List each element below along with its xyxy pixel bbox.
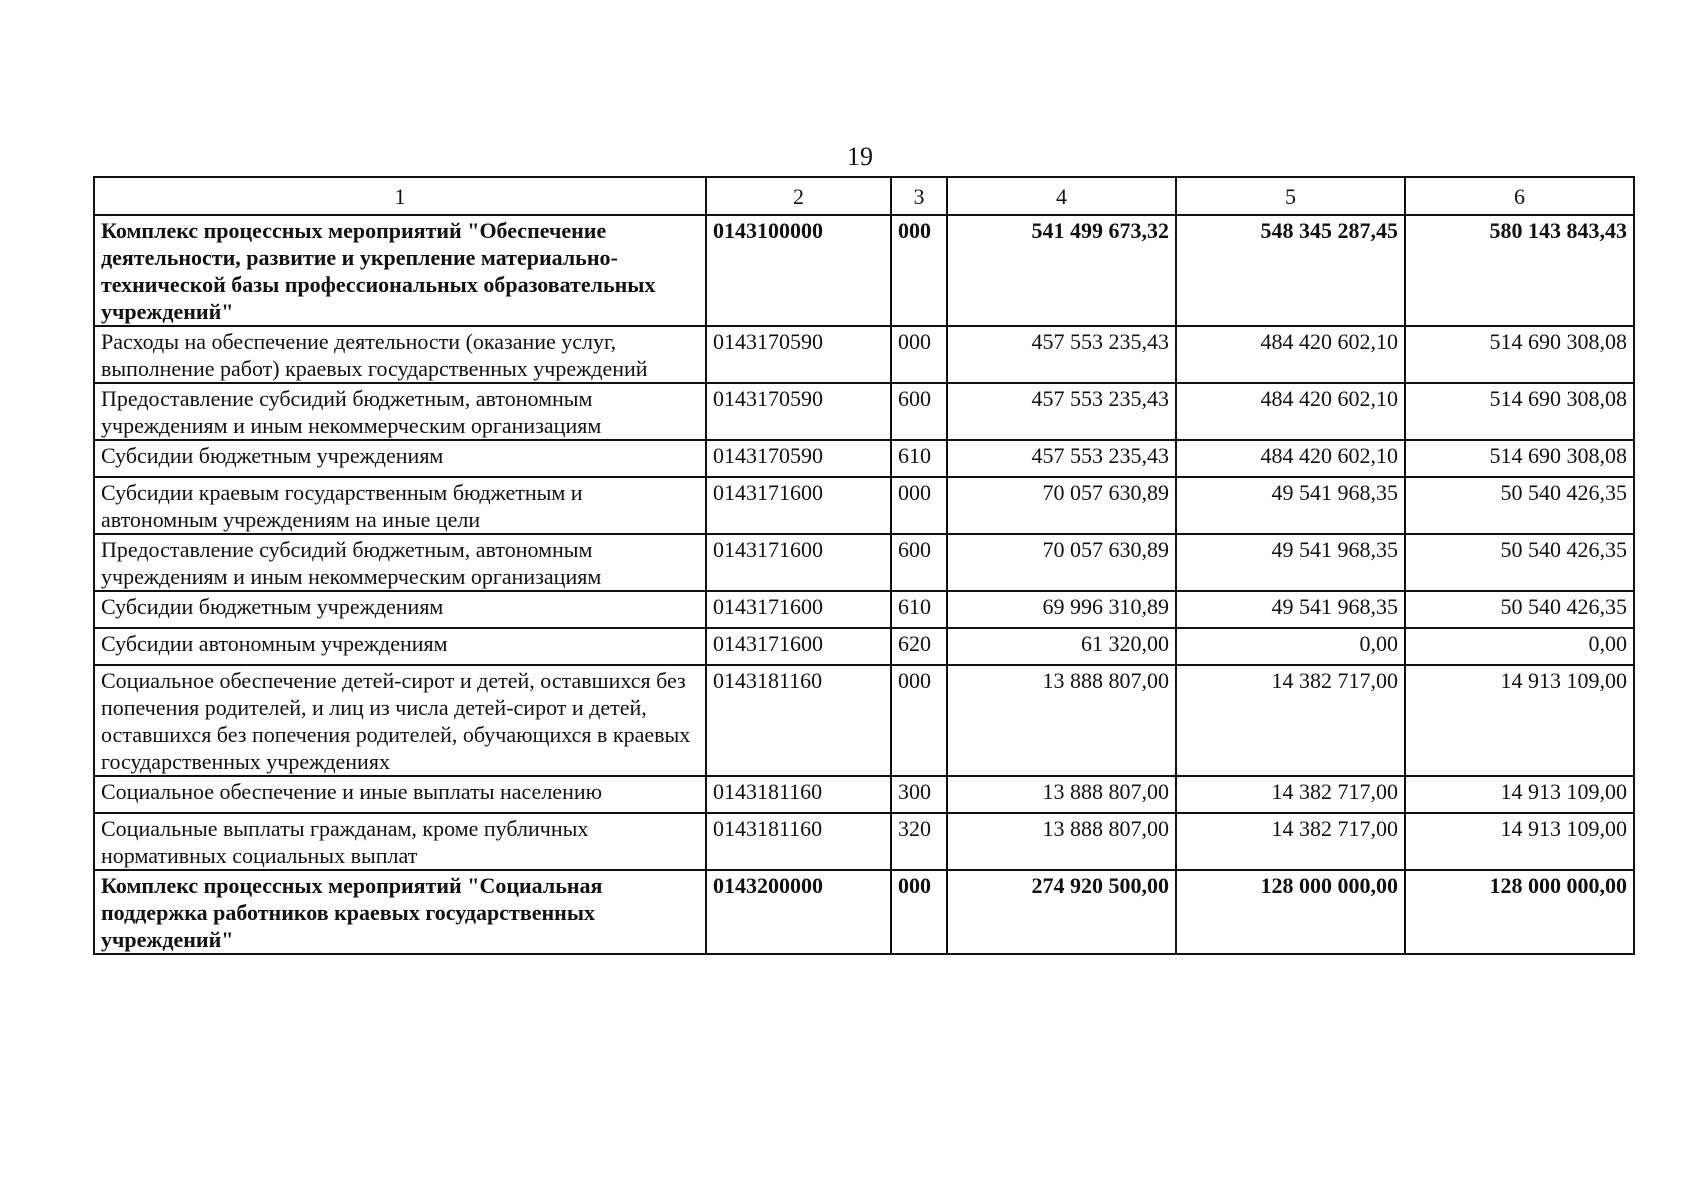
page-number: 19 <box>847 142 873 171</box>
row-value-col6: 580 143 843,43 <box>1405 215 1634 326</box>
row-code: 0143181160 <box>706 776 891 813</box>
row-value-col5: 128 000 000,00 <box>1176 870 1405 954</box>
row-value-col5: 484 420 602,10 <box>1176 440 1405 477</box>
table-row <box>94 665 1634 776</box>
table-row <box>94 383 1634 440</box>
column-header: 2 <box>706 177 891 215</box>
row-value-col5: 14 382 717,00 <box>1176 813 1405 870</box>
row-type: 000 <box>891 477 947 534</box>
row-code: 0143171600 <box>706 591 891 628</box>
row-code: 0143181160 <box>706 813 891 870</box>
table-row <box>94 534 1634 591</box>
row-name: Социальное обеспечение детей-сирот и детей, оставшихся без попечения родителей, и лиц из числа детей-сирот и детей, оставшихся без попечения родителей, обучающихся в краевых государственных учреждениях <box>94 665 706 776</box>
row-value-col6: 50 540 426,35 <box>1405 477 1634 534</box>
row-value-col6: 128 000 000,00 <box>1405 870 1634 954</box>
row-code: 0143170590 <box>706 440 891 477</box>
row-value-col5: 0,00 <box>1176 628 1405 665</box>
budget-table <box>93 176 1635 955</box>
column-header: 4 <box>947 177 1176 215</box>
column-header: 3 <box>891 177 947 215</box>
header-row <box>94 177 1634 215</box>
row-type: 600 <box>891 534 947 591</box>
row-type: 610 <box>891 440 947 477</box>
row-name: Комплекс процессных мероприятий "Социальная поддержка работников краевых государственных учреждений" <box>94 870 706 954</box>
column-header: 6 <box>1405 177 1634 215</box>
table-row <box>94 813 1634 870</box>
row-value-col4: 70 057 630,89 <box>947 477 1176 534</box>
row-type: 000 <box>891 665 947 776</box>
row-code: 0143170590 <box>706 383 891 440</box>
row-code: 0143171600 <box>706 477 891 534</box>
row-code: 0143100000 <box>706 215 891 326</box>
table-row <box>94 440 1634 477</box>
row-value-col6: 514 690 308,08 <box>1405 326 1634 383</box>
row-type: 000 <box>891 870 947 954</box>
table-row <box>94 628 1634 665</box>
row-value-col4: 13 888 807,00 <box>947 776 1176 813</box>
row-value-col6: 14 913 109,00 <box>1405 813 1634 870</box>
row-value-col5: 49 541 968,35 <box>1176 477 1405 534</box>
row-code: 0143200000 <box>706 870 891 954</box>
row-value-col6: 14 913 109,00 <box>1405 665 1634 776</box>
row-value-col4: 457 553 235,43 <box>947 440 1176 477</box>
row-name: Социальное обеспечение и иные выплаты населению <box>94 776 706 813</box>
row-value-col5: 14 382 717,00 <box>1176 665 1405 776</box>
row-value-col4: 541 499 673,32 <box>947 215 1176 326</box>
table-row <box>94 326 1634 383</box>
row-type: 300 <box>891 776 947 813</box>
table-row <box>94 870 1634 954</box>
row-code: 0143171600 <box>706 628 891 665</box>
row-value-col4: 69 996 310,89 <box>947 591 1176 628</box>
row-value-col5: 484 420 602,10 <box>1176 326 1405 383</box>
row-value-col4: 457 553 235,43 <box>947 326 1176 383</box>
row-type: 610 <box>891 591 947 628</box>
row-type: 000 <box>891 215 947 326</box>
table-row <box>94 591 1634 628</box>
row-name: Субсидии бюджетным учреждениям <box>94 591 706 628</box>
table-row <box>94 477 1634 534</box>
row-value-col4: 13 888 807,00 <box>947 665 1176 776</box>
row-code: 0143171600 <box>706 534 891 591</box>
row-name: Субсидии краевым государственным бюджетным и автономным учреждениям на иные цели <box>94 477 706 534</box>
row-value-col5: 49 541 968,35 <box>1176 591 1405 628</box>
row-value-col6: 514 690 308,08 <box>1405 440 1634 477</box>
row-value-col5: 548 345 287,45 <box>1176 215 1405 326</box>
row-value-col5: 14 382 717,00 <box>1176 776 1405 813</box>
row-name: Субсидии автономным учреждениям <box>94 628 706 665</box>
row-type: 000 <box>891 326 947 383</box>
row-type: 320 <box>891 813 947 870</box>
row-type: 620 <box>891 628 947 665</box>
row-value-col4: 70 057 630,89 <box>947 534 1176 591</box>
row-name: Предоставление субсидий бюджетным, автономным учреждениям и иным некоммерческим организациям <box>94 383 706 440</box>
column-header: 5 <box>1176 177 1405 215</box>
row-name: Комплекс процессных мероприятий "Обеспечение деятельности, развитие и укрепление материально-технической базы профессиональных образовательных учреждений" <box>94 215 706 326</box>
row-value-col4: 274 920 500,00 <box>947 870 1176 954</box>
row-value-col4: 13 888 807,00 <box>947 813 1176 870</box>
row-value-col6: 14 913 109,00 <box>1405 776 1634 813</box>
row-type: 600 <box>891 383 947 440</box>
row-code: 0143181160 <box>706 665 891 776</box>
row-value-col5: 484 420 602,10 <box>1176 383 1405 440</box>
row-value-col4: 61 320,00 <box>947 628 1176 665</box>
table-row <box>94 215 1634 326</box>
table-row <box>94 776 1634 813</box>
row-value-col6: 50 540 426,35 <box>1405 591 1634 628</box>
row-code: 0143170590 <box>706 326 891 383</box>
row-value-col6: 50 540 426,35 <box>1405 534 1634 591</box>
row-value-col5: 49 541 968,35 <box>1176 534 1405 591</box>
row-value-col4: 457 553 235,43 <box>947 383 1176 440</box>
row-name: Субсидии бюджетным учреждениям <box>94 440 706 477</box>
row-name: Расходы на обеспечение деятельности (оказание услуг, выполнение работ) краевых государственных учреждений <box>94 326 706 383</box>
row-value-col6: 0,00 <box>1405 628 1634 665</box>
row-value-col6: 514 690 308,08 <box>1405 383 1634 440</box>
row-name: Предоставление субсидий бюджетным, автономным учреждениям и иным некоммерческим организациям <box>94 534 706 591</box>
column-header: 1 <box>94 177 706 215</box>
row-name: Социальные выплаты гражданам, кроме публичных нормативных социальных выплат <box>94 813 706 870</box>
